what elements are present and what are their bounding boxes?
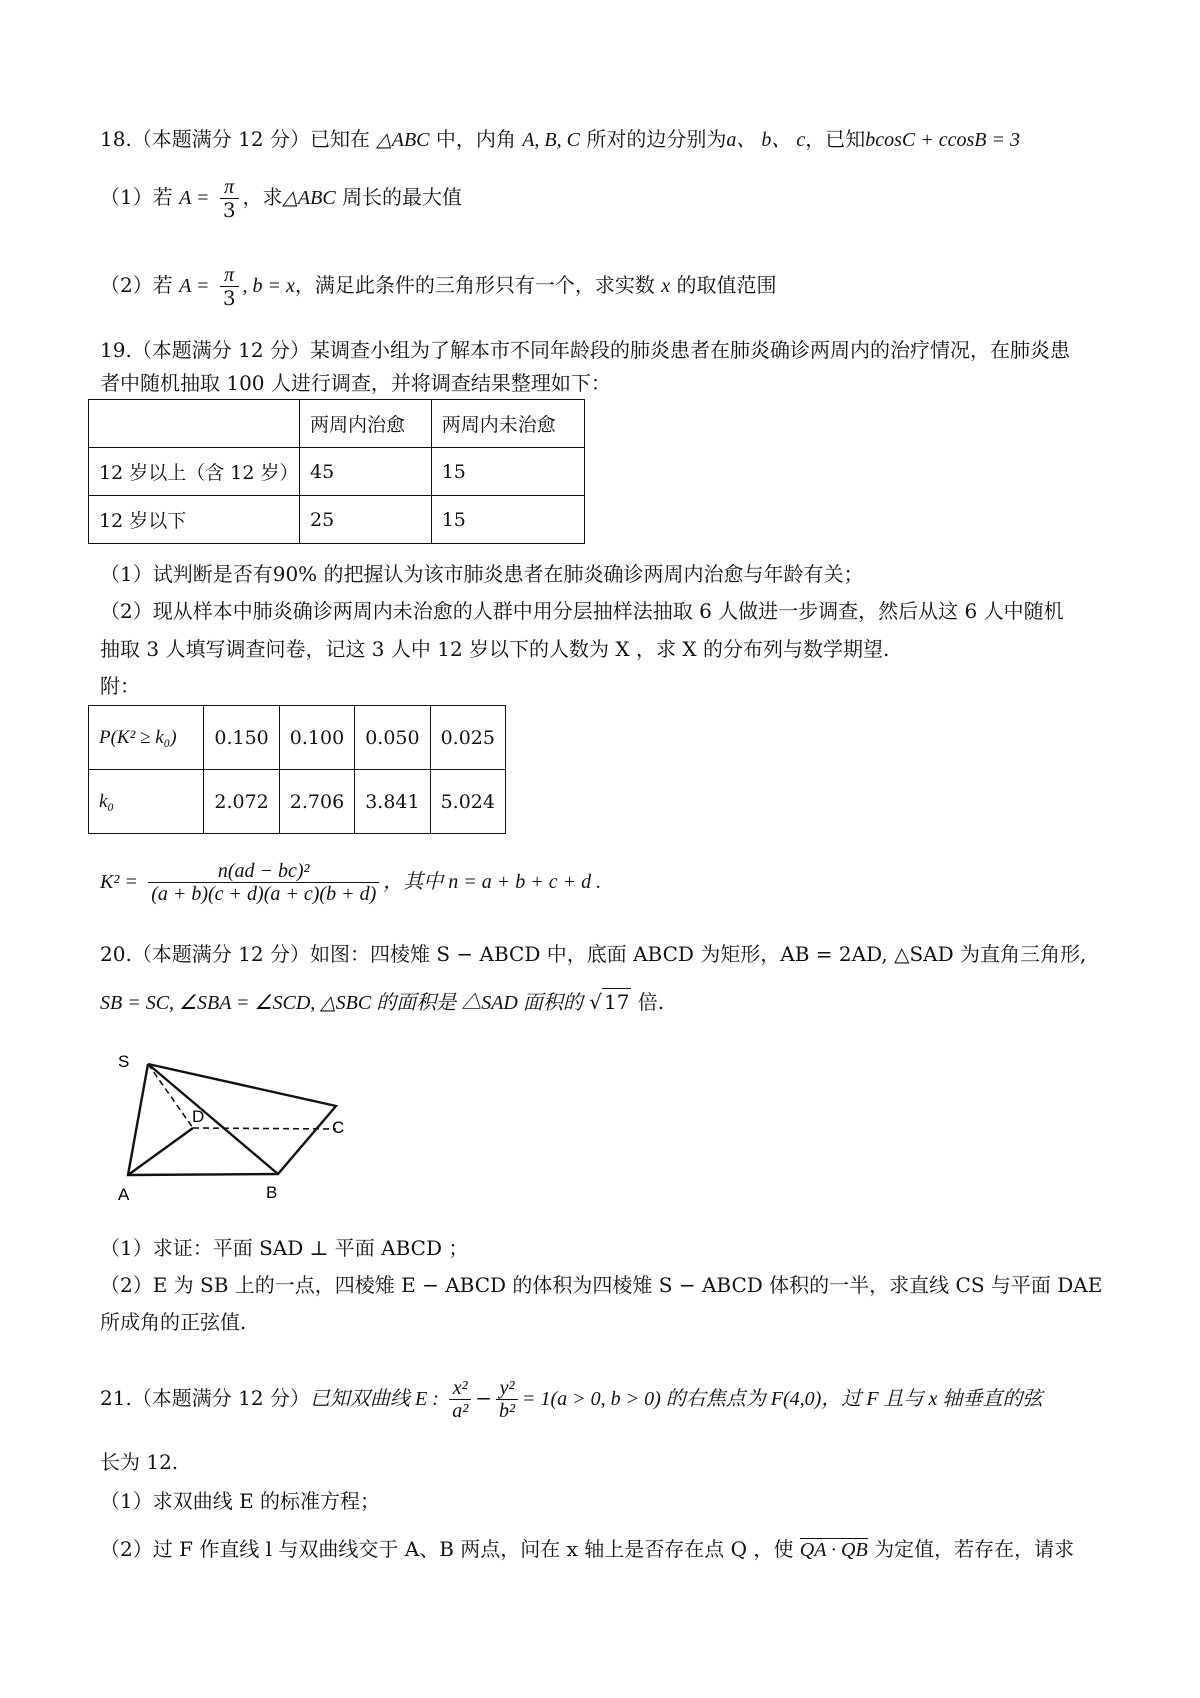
q18-part1-text: 周长的最大值 xyxy=(342,185,463,209)
q18-part2-text: 的取值范围 xyxy=(676,273,777,297)
q20-part1: （1）求证：平面 SAD ⊥ 平面 ABCD ； xyxy=(100,1236,469,1260)
edge-dc xyxy=(193,1128,336,1129)
q18-angles: A, B, C xyxy=(522,129,580,151)
k-squared-formula xyxy=(100,860,601,905)
table-row xyxy=(89,400,585,448)
q20-stem-line2 xyxy=(100,988,664,1016)
q18-sides: a、 b、 c xyxy=(726,129,806,151)
fraction-den: a² xyxy=(452,1400,469,1422)
q20-score: （本题满分 12 分） xyxy=(131,942,310,966)
q19-part2-line1: （2）现从样本中肺炎确诊两周内未治愈的人群中用分层抽样法抽取 6 人做进一步调查，然后从这 6 人中随机 xyxy=(100,599,1064,623)
q18-part1-text: ，求 xyxy=(242,185,283,209)
q21-part2 xyxy=(100,1536,1074,1563)
table-row xyxy=(89,448,585,496)
table-cell: 0.050 xyxy=(355,706,430,770)
table-cell: 15 xyxy=(431,448,584,496)
table-header-cell xyxy=(89,400,300,448)
q19-number: 19. xyxy=(100,338,132,362)
q18-text: 中，内角 xyxy=(435,127,516,151)
q20-stem-line1 xyxy=(100,941,1086,967)
fraction-den: 3 xyxy=(222,286,236,310)
table-cell: 2.706 xyxy=(279,770,354,834)
pi-over-3-fraction xyxy=(220,176,239,221)
minus-sign: − xyxy=(475,1386,492,1410)
table-cell: 25 xyxy=(300,496,432,544)
q20-number: 20. xyxy=(100,942,132,966)
vertex-label-s: S xyxy=(118,1052,130,1071)
q19-part2-line2: 抽取 3 人填写调查问卷，记这 3 人中 12 岁以下的人数为 X ，求 X 的分布列与数学期望. xyxy=(100,637,890,661)
table-header-cell: 两周内未治愈 xyxy=(431,400,584,448)
q20-text: SB = SC, ∠SBA = ∠SCD, △SBC 的面积是 △SAD 面积的 xyxy=(100,992,583,1014)
fraction-num: π xyxy=(220,176,239,199)
sqrt-radicand: 17 xyxy=(603,990,630,1014)
fraction-num: y² xyxy=(496,1377,518,1400)
table-cell: 12 岁以上（含 12 岁） xyxy=(89,448,300,496)
table-cell: 0.100 xyxy=(279,706,354,770)
fraction-num: n(ad − bc)² xyxy=(148,860,379,883)
q18-part2-eq: A = xyxy=(179,275,210,297)
q20-part2-line1: （2）E 为 SB 上的一点，四棱雉 E − ABCD 的体积为四棱雉 S − ABCD 体积的一半，求直线 CS 与平面 DAE xyxy=(100,1273,1103,1297)
q19-stem-line1 xyxy=(100,337,1070,363)
q18-part1-eq: A = xyxy=(179,187,210,209)
q21-part1: （1）求双曲线 E 的标准方程； xyxy=(100,1489,381,1513)
k-squared-table xyxy=(88,705,506,834)
q18-part2-lead: （2）若 xyxy=(100,273,173,297)
fraction-num: x² xyxy=(449,1377,471,1400)
q21-stem-line2: 长为 12. xyxy=(100,1450,179,1474)
fraction-num: π xyxy=(220,264,239,287)
formula-fraction xyxy=(148,860,379,905)
table-row xyxy=(89,770,506,834)
q19-part1: （1）试判断是否有90% 的把握认为该市肺炎患者在肺炎确诊两周内治愈与年龄有关； xyxy=(100,562,864,586)
fraction-den: b² xyxy=(499,1400,515,1422)
vector-product: QA · QB xyxy=(799,1539,868,1561)
q18-triangle: △ABC xyxy=(376,129,430,151)
appendix-label: 附： xyxy=(100,674,140,698)
q18-part2-b: , b = x xyxy=(242,275,295,297)
x2-over-a2-fraction xyxy=(449,1377,471,1422)
table-cell: 15 xyxy=(431,496,584,544)
edge-sb xyxy=(148,1064,278,1174)
q18-text: 所对的边分别为 xyxy=(586,127,727,151)
q21-stem xyxy=(100,1377,1042,1422)
q18-part2 xyxy=(100,264,777,309)
q18-stem xyxy=(100,126,1020,153)
pyramid-figure xyxy=(90,1040,390,1210)
y2-over-b2-fraction xyxy=(496,1377,518,1422)
formula-lhs: K² = xyxy=(100,871,138,893)
q20-part2-line2: 所成角的正弦值. xyxy=(100,1310,247,1334)
q18-part1-triangle: △ABC xyxy=(282,187,336,209)
table-cell: 5.024 xyxy=(430,770,505,834)
table-cell: 3.841 xyxy=(355,770,430,834)
pi-over-3-fraction xyxy=(220,264,239,309)
q21-score: （本题满分 12 分） xyxy=(131,1386,310,1410)
q21-number: 21. xyxy=(100,1386,132,1410)
vertex-label-b: B xyxy=(266,1183,278,1202)
table-header-cell: 两周内治愈 xyxy=(300,400,432,448)
table-cell: 0.025 xyxy=(430,706,505,770)
q18-given: bcosC + ccosB = 3 xyxy=(865,129,1020,151)
q18-text: ，已知 xyxy=(805,127,866,151)
vertex-label-d: D xyxy=(192,1107,205,1126)
sqrt-17: √ 17 xyxy=(589,990,630,1014)
q19-text: 某调查小组为了解本市不同年龄段的肺炎患者在肺炎确诊两周内的治疗情况，在肺炎患 xyxy=(309,338,1070,362)
vertex-label-a: A xyxy=(118,1185,130,1204)
vertex-label-c: C xyxy=(332,1118,345,1137)
table-cell: 45 xyxy=(300,448,432,496)
table-cell: 12 岁以下 xyxy=(89,496,300,544)
q21-text: = 1(a > 0, b > 0) 的右焦点为 F(4,0)，过 F 且与 x 轴垂直的弦 xyxy=(522,1388,1043,1410)
q21-text: （2）过 F 作直线 l 与双曲线交于 A、B 两点，问在 x 轴上是否存在点 Q ，使 xyxy=(100,1537,794,1561)
table-cell: 2.072 xyxy=(204,770,279,834)
q18-part1 xyxy=(100,176,462,221)
q20-text: 倍. xyxy=(637,990,665,1014)
formula-tail: ，其中 n = a + b + c + d . xyxy=(383,871,602,893)
q18-number: 18. xyxy=(100,127,132,151)
table-cell: 0.150 xyxy=(204,706,279,770)
fraction-den: 3 xyxy=(222,198,236,222)
table-cell: P(K² ≥ k₀) xyxy=(89,706,204,770)
table-row xyxy=(89,496,585,544)
fraction-den: (a + b)(c + d)(a + c)(b + d) xyxy=(151,883,377,905)
table-row xyxy=(89,706,506,770)
table-cell: k₀ xyxy=(89,770,204,834)
edge-ad xyxy=(128,1128,193,1175)
q19-stem-line2: 者中随机抽取 100 人进行调查，并将调查结果整理如下： xyxy=(100,371,611,395)
q20-text: 如图：四棱雉 S − ABCD 中，底面 ABCD 为矩形，AB = 2AD, △SAD 为直角三角形, xyxy=(309,942,1087,966)
q18-text: 已知在 xyxy=(309,127,370,151)
q21-text: 已知双曲线 E : xyxy=(309,1388,439,1410)
q18-part1-lead: （1）若 xyxy=(100,185,173,209)
q21-text: 为定值，若存在，请求 xyxy=(874,1537,1075,1561)
survey-table xyxy=(88,399,585,544)
q18-part2-x: x xyxy=(661,275,671,297)
q18-score: （本题满分 12 分） xyxy=(131,127,310,151)
q19-score: （本题满分 12 分） xyxy=(131,338,310,362)
q18-part2-text: ，满足此条件的三角形只有一个，求实数 xyxy=(294,273,655,297)
